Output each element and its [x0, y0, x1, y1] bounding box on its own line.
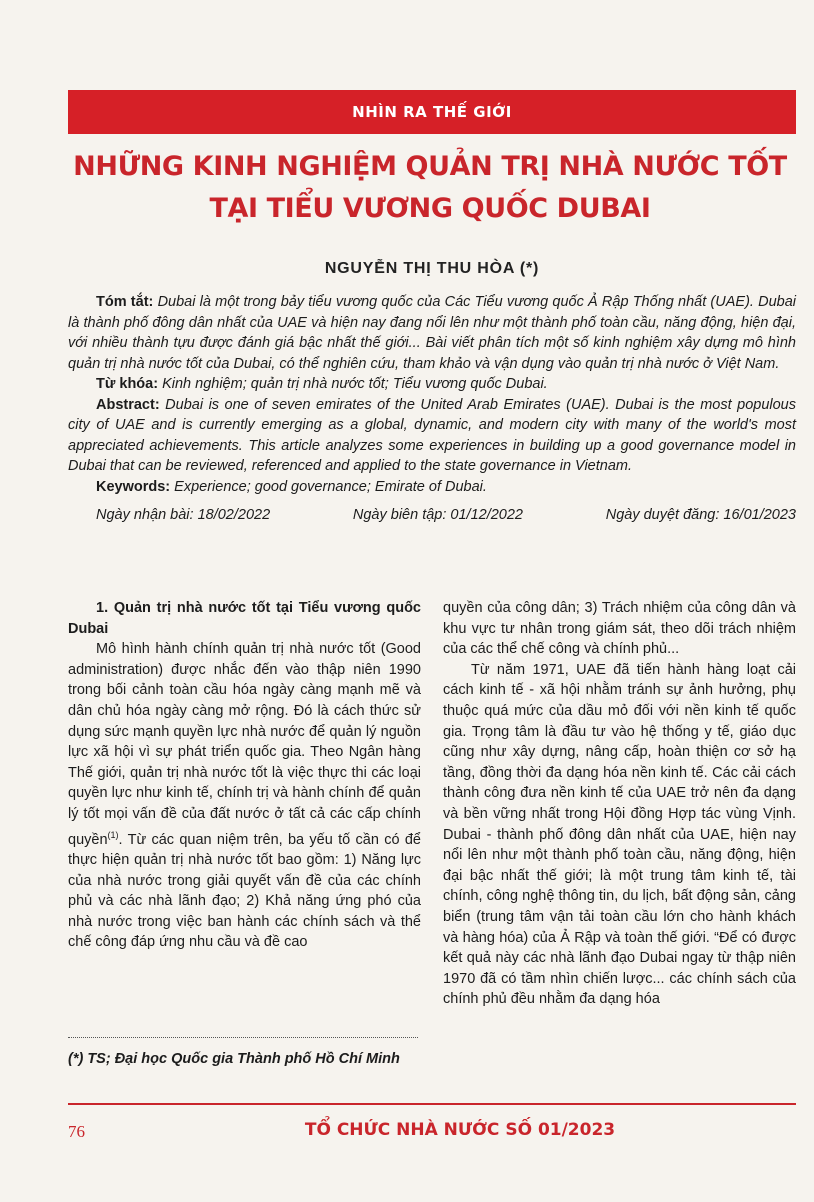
section-banner: NHÌN RA THẾ GIỚI: [68, 90, 796, 134]
page-number: 76: [68, 1122, 85, 1141]
keywords-en-text: Experience; good governance; Emirate of Dubai.: [174, 478, 487, 495]
date-edited: Ngày biên tập: 01/12/2022: [352, 507, 523, 523]
keywords-en: [68, 477, 796, 498]
section-heading: 1. Quản trị nhà nước tốt tại Tiểu vương quốc Dubai: [68, 600, 421, 637]
footer-divider: [68, 1103, 796, 1105]
abstract-vi: [68, 292, 796, 374]
keywords-vi: [68, 374, 796, 395]
paragraph-text-cont: . Từ các quan niệm trên, ba yếu tố cần có để thực hiện quản trị nhà nước tốt bao gồm: 1) Năng lực của nhà nước trong giải quyết vấn đề của các chính phủ và các nhà lãnh đạo; 2) Khả năng ứng phó của nhà nước trong việc ban hành các chính sách và thể chế công đáp ứng nhu cầu và đề cao: [68, 831, 421, 951]
body-paragraph: Từ năm 1971, UAE đã tiến hành hàng loạt cải cách kinh tế - xã hội nhằm tránh sự ảnh hưởng, phụ thuộc quá mức của dầu mỏ đối với nền kinh tế quốc gia. Trọng tâm là đầu tư vào hệ thống y tế, giáo dục cũng như xây dựng, nâng cấp, hoàn thiện cơ sở hạ tầng, đồng thời đa dạng hóa nền kinh tế. Các cải cách thành công đưa nền kinh tế của UAE trở nên đa dạng và bền vững nhất trong Hội đồng Hợp tác vùng Vịnh. Dubai - thành phố đông dân nhất của UAE, hiện nay nổi lên như một thành phố toàn cầu, năng động, hiện đại bậc nhất thế giới; là một trung tâm kinh tế, tài chính, công nghệ thông tin, du lịch, bất động sản, cảng biển (trung tâm vận tải toàn cầu lớn cho hành khách và hàng hóa) của Ả Rập và toàn thế giới. “Để có được kết quả này các nhà lãnh đạo Dubai ngay từ thập niên 1970 đã có tầm nhìn chiến lược... các chính sách của chính phủ đều nhằm đa dạng hóa: [443, 661, 796, 1008]
author-footnote: (*) TS; Đại học Quốc gia Thành phố Hồ Chí Minh: [68, 1051, 400, 1067]
title-line-2: TẠI TIỂU VƯƠNG QUỐC DUBAI: [209, 193, 651, 224]
abstract-en-label: Abstract:: [96, 396, 160, 413]
article-dates: [68, 505, 796, 526]
date-approved: Ngày duyệt đăng: 16/01/2023: [605, 507, 796, 523]
abstract-vi-text: Dubai là một trong bảy tiểu vương quốc của Các Tiểu vương quốc Ả Rập Thống nhất (UAE). Dubai là thành phố đông dân nhất của UAE và hiện nay đang nổi lên như một thành phố toàn cầu, năng động, hiện đại, với nhiều thành tựu được đánh giá bậc nhất thế giới... Bài viết phân tích một số kinh nghiệm xây dựng mô hình quản trị nhà nước tốt của Dubai, có thể nghiên cứu, tham khảo và vận dụng vào quản trị nhà nước ở Việt Nam.: [68, 294, 797, 372]
keywords-vi-label: Từ khóa:: [96, 376, 159, 392]
body-column-right: [443, 598, 796, 1010]
title-line-1: NHỮNG KINH NGHIỆM QUẢN TRỊ NHÀ NƯỚC TỐT: [73, 151, 787, 182]
footnote-ref: (1): [107, 829, 119, 840]
abstract-en-text: Dubai is one of seven emirates of the United Arab Emirates (UAE). Dubai is the most populous city of UAE and is currently emerging as a global, dynamic, and modern city with many of the world's most appreciated achievements. This article analyzes some experiences in building up a good governance model in Dubai that can be reviewed, referenced and applied to the state governance in Vietnam.: [68, 396, 796, 474]
journal-footer: TỔ CHỨC NHÀ NƯỚC SỐ 01/2023: [304, 1120, 616, 1140]
article-title: [60, 146, 800, 230]
abstract-block: [68, 292, 796, 526]
abstract-vi-label: Tóm tắt:: [96, 294, 154, 310]
body-paragraph: [68, 639, 421, 953]
abstract-en: [68, 395, 796, 477]
date-received: Ngày nhận bài: 18/02/2022: [96, 507, 271, 523]
body-paragraph-cont: quyền của công dân; 3) Trách nhiệm của công dân và khu vực tư nhân trong giám sát, theo dõi trách nhiệm của các thể chế công và chính phủ...: [443, 600, 796, 658]
footnote-divider: [68, 1037, 418, 1038]
keywords-vi-text: Kinh nghiệm; quản trị nhà nước tốt; Tiểu vương quốc Dubai.: [162, 376, 548, 392]
body-column-left: [68, 598, 421, 953]
paragraph-text: Mô hình hành chính quản trị nhà nước tốt (Good administration) được nhắc đến vào thập niên 1990 trong bối cảnh toàn cầu hóa ngày càng mạnh mẽ và dân chủ hóa ngày càng mở rộng. Đó là cách thức sử dụng sức mạnh quyền lực nhà nước để quản lý nguồn lực xã hội vì sự phát triển quốc gia. Theo Ngân hàng Thế giới, quản trị nhà nước tốt là việc thực thi các loại quyền lực như kinh tế, chính trị và hành chính để quản lý tốt mọi vấn đề của đất nước ở tất cả các cấp chính quyền: [68, 641, 421, 848]
keywords-en-label: Keywords:: [96, 478, 171, 495]
author-name: NGUYỄN THỊ THU HÒA (*): [324, 260, 540, 277]
